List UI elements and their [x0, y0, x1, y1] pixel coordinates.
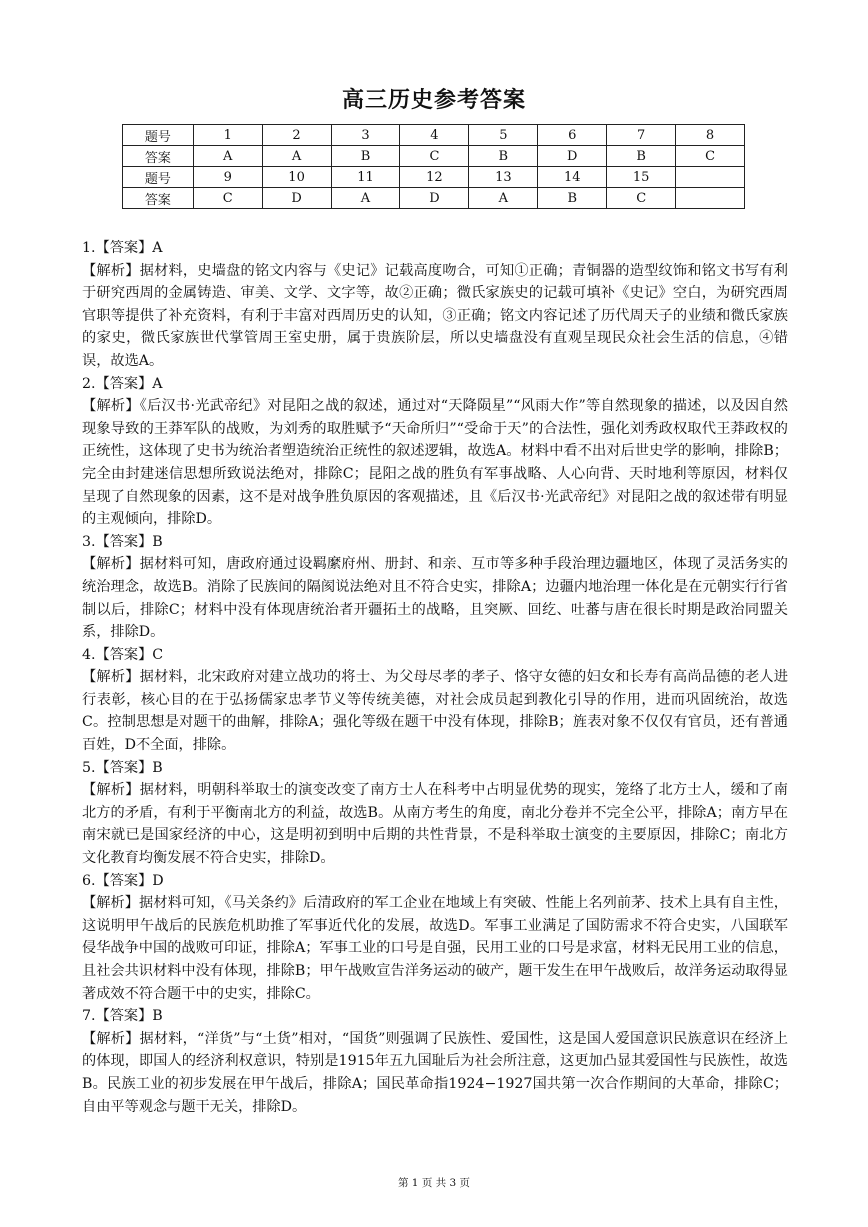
table-cell: 2: [262, 125, 331, 146]
answer-line: 5.【答案】B: [82, 759, 163, 776]
table-cell: [676, 167, 745, 188]
analysis-text: 【解析】《后汉书·光武帝纪》对昆阳之战的叙述，通过对“天降陨星”“风雨大作”等自然现象的描述，以及因自然现象导致的王莽军队的战败，为刘秀的取胜赋予“天命所归”“受命于天”的合法性，强化刘秀政权取代王莽政权的正统性，这体现了史书为统治者塑造统治正统性的叙述逻辑，故选A。材料中看不出对后世史学的影响，排除B；完全由封建迷信思想所致说法绝对，排除C；昆阳之战的胜负有军事战略、人心向背、天时地利等原因，材料仅呈现了自然现象的因素，这不是对战争胜负原因的客观描述，且《后汉书·光武帝纪》对昆阳之战的叙述带有明显的主观倾向，排除D。: [82, 398, 788, 528]
page-title: 高三历史参考答案: [341, 88, 526, 113]
table-cell: 11: [331, 167, 400, 188]
table-cell: D: [262, 188, 331, 209]
table-cell: 题号: [123, 167, 194, 188]
table-cell: 13: [469, 167, 538, 188]
table-cell: 14: [538, 167, 607, 188]
table-cell: 3: [331, 125, 400, 146]
table-cell: 答案: [123, 146, 194, 167]
table-row: [123, 188, 745, 209]
table-cell: B: [469, 146, 538, 167]
table-cell: 1: [193, 125, 262, 146]
question-block: [82, 870, 788, 1006]
answer-explanations: [82, 237, 788, 1118]
question-block: [82, 757, 788, 870]
table-cell: C: [607, 188, 676, 209]
question-block: [82, 531, 788, 644]
table-row: [123, 125, 745, 146]
question-block: [82, 1005, 788, 1118]
table-cell: B: [607, 146, 676, 167]
answer-line: 4.【答案】C: [82, 646, 164, 663]
question-block: [82, 237, 788, 373]
table-cell: B: [538, 188, 607, 209]
table-cell: 5: [469, 125, 538, 146]
question-block: [82, 644, 788, 757]
analysis-text: 【解析】据材料，“洋货”与“土货”相对，“国货”则强调了民族性、爱国性，这是国人爱国意识民族意识在经济上的体现，即国人的经济利权意识，特别是1915年五九国耻后为社会所注意，这更加凸显其爱国性与民族性，故选B。民族工业的初步发展在甲午战后，排除A；国民革命指1924−1927国共第一次合作期间的大革命，排除C；自由平等观念与题干无关，排除D。: [82, 1030, 788, 1115]
table-row: [123, 167, 745, 188]
table-cell: D: [400, 188, 469, 209]
answer-line: 2.【答案】A: [82, 375, 163, 392]
analysis-text: 【解析】据材料，史墙盘的铭文内容与《史记》记载高度吻合，可知①正确；青铜器的造型纹饰和铭文书写有利于研究西周的金属铸造、审美、文学、文字等，故②正确；微氏家族史的记载可填补《史记》空白，为研究西周官职等提供了补充资料，有利于丰富对西周历史的认知，③正确；铭文内容记述了历代周天子的业绩和微氏家族的家史，微氏家族世代掌管周王室史册，属于贵族阶层，所以史墙盘没有直观呈现民众社会生活的信息，④错误，故选A。: [82, 262, 788, 369]
table-cell: 10: [262, 167, 331, 188]
analysis-text: 【解析】据材料可知，《马关条约》后清政府的军工企业在地域上有突破、性能上名列前茅、技术上具有自主性，这说明甲午战后的民族危机助推了军事近代化的发展，故选D。军事工业满足了国防需求不符合史实，八国联军侵华战争中国的战败可印证，排除A；军事工业的口号是自强，民用工业的口号是求富，材料无民用工业的信息，且社会共识材料中没有体现，排除B；甲午战败宣告洋务运动的破产，题干发生在甲午战败后，故洋务运动取得显著成效不符合题干中的史实，排除C。: [82, 895, 788, 1002]
table-cell: B: [331, 146, 400, 167]
table-cell: 9: [193, 167, 262, 188]
table-cell: A: [193, 146, 262, 167]
table-cell: A: [262, 146, 331, 167]
table-cell: 15: [607, 167, 676, 188]
analysis-text: 【解析】据材料可知，唐政府通过设羁縻府州、册封、和亲、互市等多种手段治理边疆地区，体现了灵活务实的统治理念，故选B。消除了民族间的隔阂说法绝对且不符合史实，排除A；边疆内地治理一体化是在元朝实行行省制以后，排除C；材料中没有体现唐统治者开疆拓土的战略，且突厥、回纥、吐蕃与唐在很长时期是政治同盟关系，排除D。: [82, 556, 788, 641]
table-cell: C: [400, 146, 469, 167]
analysis-text: 【解析】据材料，明朝科举取士的演变改变了南方士人在科考中占明显优势的现实，笼络了北方士人，缓和了南北方的矛盾，有利于平衡南北方的利益，故选B。从南方考生的角度，南北分卷并不完全公平，排除A；南方早在南宋就已是国家经济的中心，这是明初到明中后期的共性背景，不是科举取士演变的主要原因，排除C；南北方文化教育均衡发展不符合史实，排除D。: [82, 782, 788, 867]
answer-line: 7.【答案】B: [82, 1008, 163, 1025]
table-cell: 7: [607, 125, 676, 146]
answer-table: [122, 124, 745, 209]
answer-line: 3.【答案】B: [82, 533, 163, 550]
table-cell: 6: [538, 125, 607, 146]
table-cell: 答案: [123, 188, 194, 209]
analysis-text: 【解析】据材料，北宋政府对建立战功的将士、为父母尽孝的孝子、恪守女德的妇女和长寿有高尚品德的老人进行表彰，核心目的在于弘扬儒家忠孝节义等传统美德，对社会成员起到教化引导的作用，进而巩固统治，故选C。控制思想是对题干的曲解，排除A；强化等级在题干中没有体现，排除B；旌表对象不仅仅有官员，还有普通百姓，D不全面，排除。: [82, 669, 788, 754]
answer-line: 1.【答案】A: [82, 240, 163, 256]
table-cell: 8: [676, 125, 745, 146]
table-row: [123, 146, 745, 167]
table-cell: A: [331, 188, 400, 209]
table-cell: 题号: [123, 125, 194, 146]
table-cell: D: [538, 146, 607, 167]
answer-line: 6.【答案】D: [82, 872, 164, 889]
table-cell: A: [469, 188, 538, 209]
page-footer: 第 1 页 共 3 页: [397, 1177, 471, 1189]
question-block: [82, 373, 788, 531]
table-cell: 12: [400, 167, 469, 188]
table-cell: 4: [400, 125, 469, 146]
table-cell: C: [676, 146, 745, 167]
table-cell: [676, 188, 745, 209]
table-cell: C: [193, 188, 262, 209]
